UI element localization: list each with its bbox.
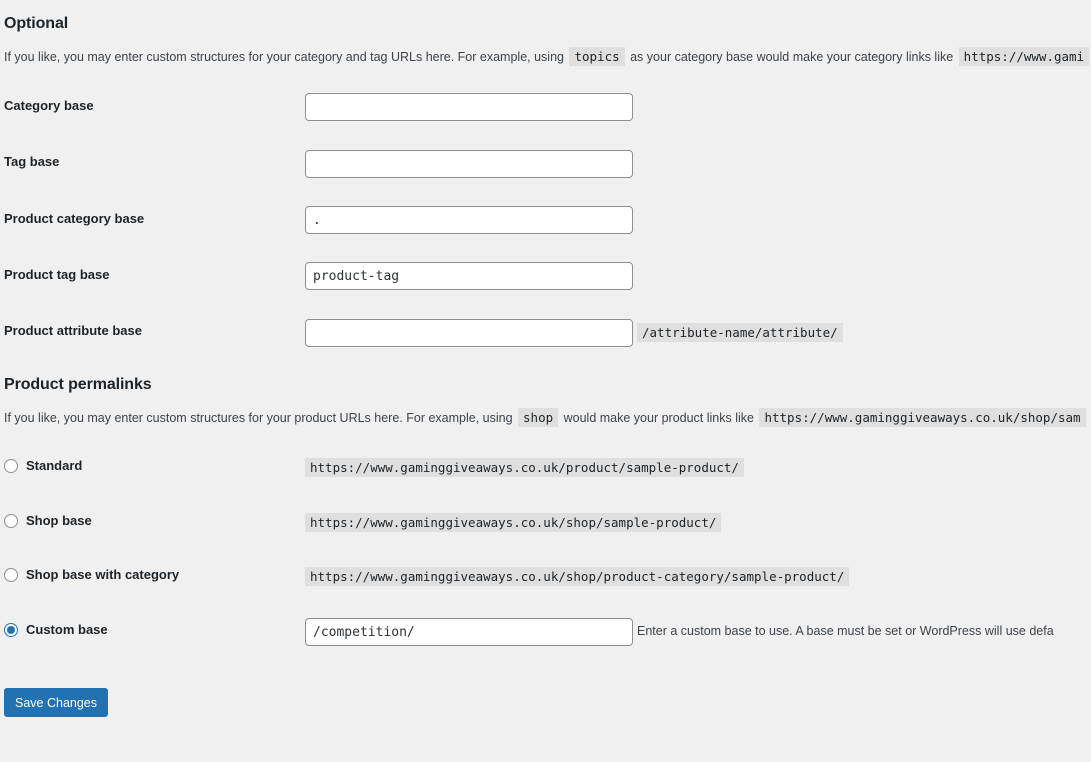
- optional-desc-example-code: topics: [569, 47, 624, 66]
- custom-base-helper-text: Enter a custom base to use. A base must be set or WordPress will use defa: [637, 624, 1054, 638]
- product-permalinks-heading: Product permalinks: [4, 376, 152, 393]
- shop-base-url-code: https://www.gaminggiveaways.co.uk/shop/sample-product/: [305, 513, 721, 532]
- product-attribute-base-input[interactable]: [305, 319, 633, 347]
- permalinks-desc-example-code: shop: [518, 408, 558, 427]
- tag-base-label: Tag base: [4, 154, 60, 169]
- optional-desc-mid: as your category base would make your category links like: [630, 50, 954, 64]
- standard-url-code: https://www.gaminggiveaways.co.uk/product/sample-product/: [305, 458, 744, 477]
- standard-radio[interactable]: [4, 459, 18, 473]
- permalink-option-shop-base[interactable]: [4, 513, 92, 528]
- shop-base-category-label[interactable]: Shop base with category: [26, 567, 180, 582]
- optional-heading: Optional: [4, 15, 69, 32]
- product-attribute-base-label: Product attribute base: [4, 323, 142, 338]
- custom-base-label[interactable]: Custom base: [26, 622, 108, 637]
- category-base-label: Category base: [4, 98, 94, 113]
- permalinks-desc-mid: would make your product links like: [563, 411, 754, 425]
- permalink-option-shop-base-category[interactable]: [4, 567, 179, 582]
- shop-base-category-radio[interactable]: [4, 568, 18, 582]
- product-category-base-label: Product category base: [4, 211, 145, 226]
- product-category-base-input[interactable]: [305, 206, 633, 234]
- shop-base-label[interactable]: Shop base: [26, 513, 92, 528]
- permalinks-desc-pre: If you like, you may enter custom structures for your product URLs here. For example, using: [4, 411, 513, 425]
- standard-label[interactable]: Standard: [26, 458, 83, 473]
- optional-desc-url-code: https://www.gami: [959, 47, 1089, 66]
- product-tag-base-label: Product tag base: [4, 267, 110, 282]
- permalinks-description: [4, 410, 1088, 425]
- permalink-option-standard[interactable]: [4, 458, 82, 473]
- save-changes-button[interactable]: Save Changes: [4, 688, 108, 717]
- shop-base-radio[interactable]: [4, 514, 18, 528]
- optional-description: [4, 49, 1091, 64]
- custom-base-radio[interactable]: [4, 623, 18, 637]
- attribute-base-suffix-code: /attribute-name/attribute/: [637, 323, 843, 342]
- permalinks-desc-url-code: https://www.gaminggiveaways.co.uk/shop/sam: [759, 408, 1085, 427]
- tag-base-input[interactable]: [305, 150, 633, 178]
- custom-base-input[interactable]: [305, 618, 633, 646]
- category-base-input[interactable]: [305, 93, 633, 121]
- optional-desc-pre: If you like, you may enter custom structures for your category and tag URLs here. For example, using: [4, 50, 564, 64]
- shop-base-category-url-code: https://www.gaminggiveaways.co.uk/shop/product-category/sample-product/: [305, 567, 849, 586]
- permalink-option-custom-base[interactable]: [4, 622, 108, 637]
- product-tag-base-input[interactable]: [305, 262, 633, 290]
